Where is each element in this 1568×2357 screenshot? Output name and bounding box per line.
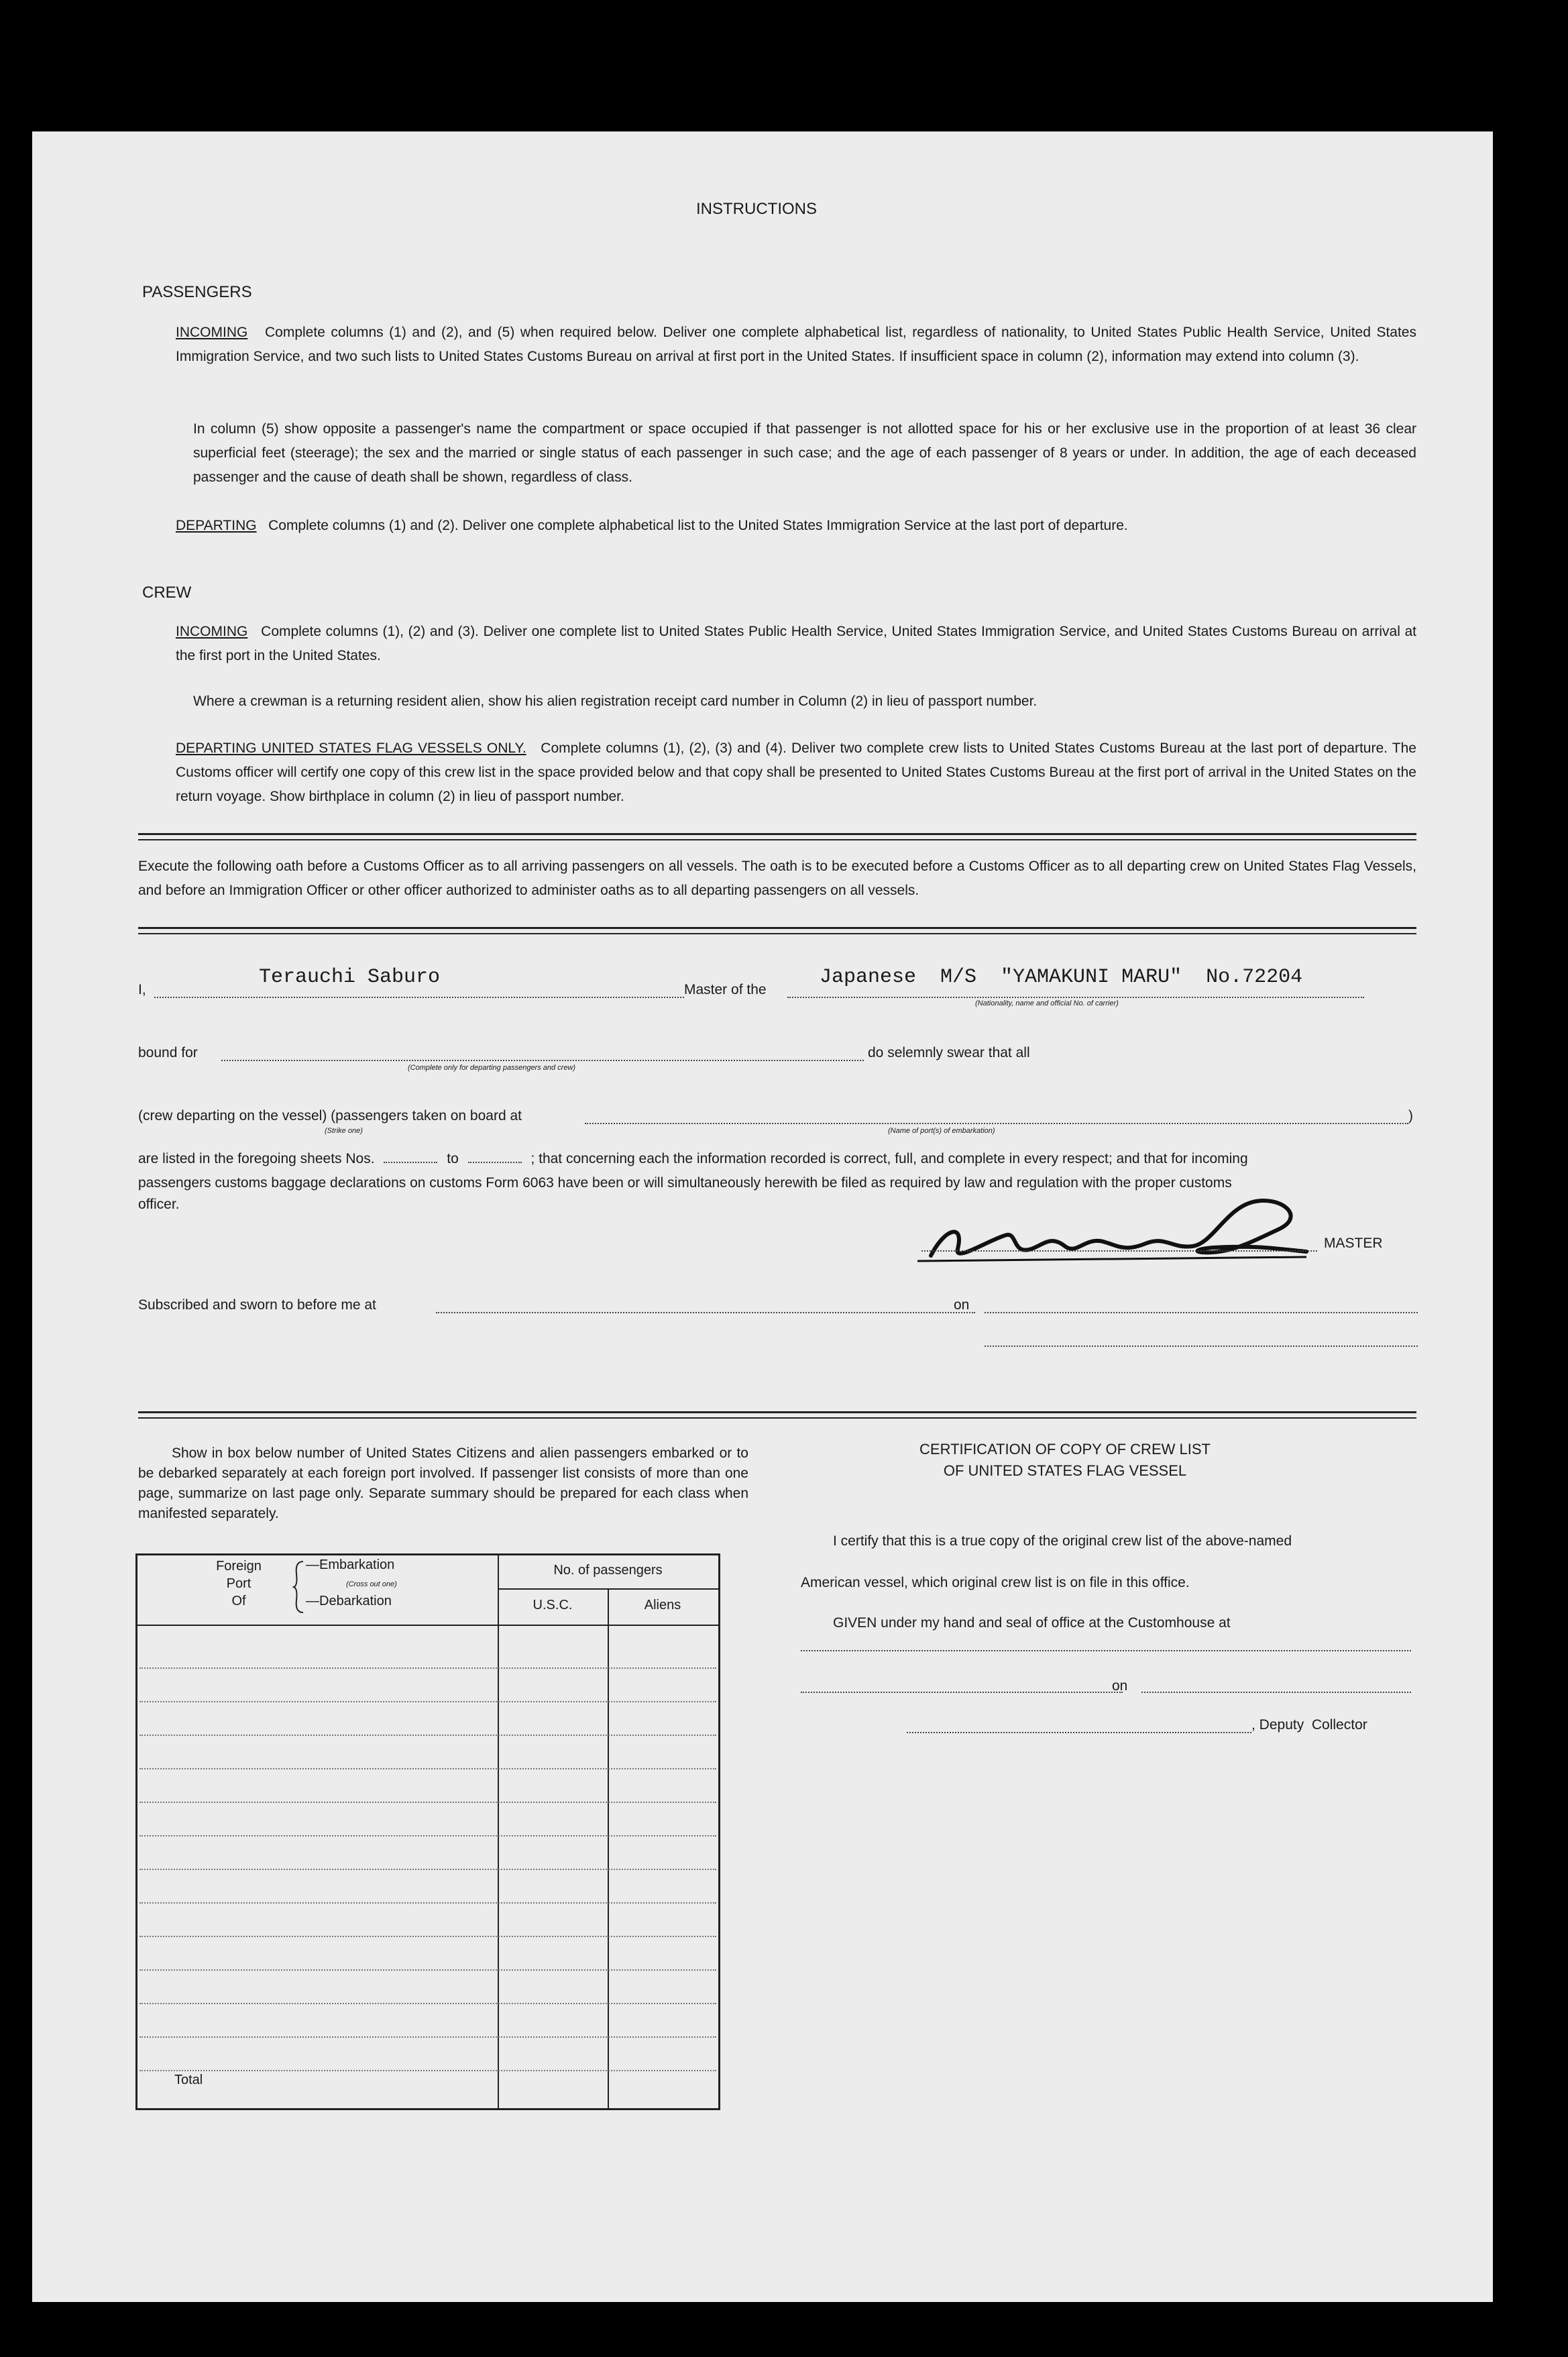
passengers-heading: PASSENGERS [142, 283, 252, 301]
master-name: Terauchi Saburo [259, 966, 441, 989]
passengers-departing [176, 514, 1416, 538]
deputy-collector-label: , Deputy Collector [1251, 1717, 1367, 1733]
master-of-label: Master of the [684, 982, 767, 997]
certification-line-2: American vessel, which original crew list is on file in this office. [801, 1575, 1190, 1590]
certification-date-line-1 [801, 1692, 1123, 1693]
master-signature-line [921, 1250, 1317, 1252]
table-row-line [139, 2036, 716, 2038]
crew-heading: CREW [142, 584, 192, 602]
bound-for-label: bound for [138, 1045, 198, 1060]
foreign-port-of-label [205, 1557, 272, 1610]
passengers-incoming-text: Complete columns (1) and (2), and (5) when required below. Deliver one complete alphabetical list, regardless of nationality, to United States Public Health Service, United States Immigration Service, and two such lists to United States Customs Bureau on arrival at first port in the United States. If insufficient space in column (2), information may extend into column (3). [176, 325, 1416, 364]
passengers-departing-text: Complete columns (1) and (2). Deliver one complete alphabetical list to the United States Immigration Service at the last port of departure. [268, 518, 1128, 533]
bound-for-line [221, 1060, 864, 1061]
embarkation-label: —Embarkation [306, 1557, 395, 1572]
master-label: MASTER [1324, 1236, 1383, 1251]
table-subheader-divider [498, 1588, 718, 1590]
sheet-to-blank [468, 1162, 522, 1163]
passenger-summary-table [135, 1553, 720, 2110]
sheet-from-blank [384, 1162, 437, 1163]
page-title: INSTRUCTIONS [696, 200, 817, 218]
bound-caption: (Complete only for departing passengers and crew) [408, 1064, 576, 1072]
vessel-name: Japanese M/S "YAMAKUNI MARU" No.72204 [820, 966, 1303, 989]
crew-incoming [176, 620, 1416, 668]
debarkation-label: —Debarkation [306, 1594, 392, 1608]
vessel-line [787, 997, 1364, 998]
usc-label: U.S.C. [533, 1598, 573, 1612]
subscribed-label: Subscribed and sworn to before me at [138, 1297, 376, 1313]
crew-departing-text: Complete columns (1), (2), (3) and (4). Deliver two complete crew lists to United States Customs Bureau at the last port of departure. The Customs officer will certify one copy of this crew list in the space provided below and that copy shall be presented to United States Customs Bureau at the first port of arrival in the United States on the return voyage. Show birthplace in column (2) in lieu of passport number. [176, 741, 1416, 804]
listed-line-1 [138, 1147, 1419, 1171]
total-label: Total [174, 2073, 203, 2087]
aliens-label: Aliens [644, 1598, 681, 1612]
form-page [32, 131, 1493, 2302]
table-row-line [139, 2070, 716, 2071]
brace-icon [292, 1560, 306, 1614]
subscribed-place-line [436, 1312, 975, 1313]
table-row-line [139, 1835, 716, 1837]
passengers-incoming [176, 321, 1416, 369]
no-of-passengers-label: No. of passengers [553, 1563, 663, 1578]
table-row-line [139, 1802, 716, 1803]
port-label: Port [226, 1576, 251, 1591]
table-row-line [139, 2003, 716, 2004]
listed-line-2: passengers customs baggage declarations on customs Form 6063 have been or will simultaneously herewith be filed as required by law and regulation with the proper customs [138, 1175, 1232, 1191]
table-col-divider-2 [608, 1588, 609, 2108]
master-name-line [154, 997, 684, 998]
vessel-caption: (Nationality, name and official No. of carrier) [975, 999, 1119, 1007]
table-row-line [139, 1735, 716, 1736]
divider-3 [138, 1411, 1416, 1419]
certification-date-line-2 [1141, 1692, 1411, 1693]
crew-departing-label: DEPARTING UNITED STATES FLAG VESSELS ONLY. [176, 741, 526, 756]
port-caption: (Name of port(s) of embarkation) [888, 1127, 995, 1135]
swear-label: do selemnly swear that all [868, 1045, 1030, 1060]
table-header-divider [135, 1625, 718, 1626]
passengers-column5-text: In column (5) show opposite a passenger's name the compartment or space occupied if that passenger is not allotted space for his or her exclusive use in the proportion of at least 36 clear superficial feet (steerage); the sex and the married or single status of each passenger in such case; and the age of each passenger of 8 years or under. In addition, the age of each deceased passenger and the cause of death shall be shown, regardless of class. [193, 421, 1416, 485]
deputy-collector-line [907, 1732, 1251, 1733]
crew-incoming-text: Complete columns (1), (2) and (3). Deliver one complete list to United States Public Health Service, United States Immigration Service, and United States Customs Bureau on arrival at the first port in the United States. [176, 624, 1416, 663]
table-row-line [139, 1936, 716, 1937]
customhouse-place-line [801, 1650, 1411, 1651]
certification-heading-1: CERTIFICATION OF COPY OF CREW LIST [919, 1441, 1211, 1458]
oath-i-label: I, [138, 982, 146, 997]
crew-returning-text: Where a crewman is a returning resident alien, show his alien registration receipt card number in Column (2) in lieu of passport number. [193, 694, 1038, 709]
cross-out-caption: (Cross out one) [346, 1580, 397, 1588]
table-row-line [139, 1902, 716, 1904]
listed-line-3: officer. [138, 1197, 180, 1212]
divider-2 [138, 927, 1416, 934]
summary-instruction: Show in box below number of United States Citizens and alien passengers embarked or to be debarked separately at each foreign port involved. If passenger list consists of more than one page, summarize on last page only. Separate summary should be prepared for each class when manifested separately. [138, 1445, 748, 1521]
master-signature [904, 1182, 1333, 1269]
table-row-line [139, 1701, 716, 1702]
strike-caption: (Strike one) [325, 1127, 363, 1135]
foreign-label: Foreign [216, 1559, 262, 1574]
subscribed-date-line [985, 1312, 1418, 1313]
subscribed-on-label: on [954, 1297, 970, 1313]
of-label: Of [231, 1594, 246, 1608]
officer-signature-line [985, 1346, 1418, 1347]
table-row-line [139, 1969, 716, 1971]
passengers-incoming-label: INCOMING [176, 325, 248, 340]
embarkation-port-line [585, 1123, 1408, 1124]
passengers-departing-label: DEPARTING [176, 518, 257, 533]
listed-to: to [447, 1151, 459, 1166]
table-row-line [139, 1869, 716, 1870]
divider-1 [138, 833, 1416, 840]
listed-prefix: are listed in the foregoing sheets Nos. [138, 1151, 375, 1166]
crew-departing [176, 736, 1416, 809]
crew-departing-label-oath: (crew departing on the vessel) (passengers taken on board at [138, 1108, 522, 1123]
certification-line-3: GIVEN under my hand and seal of office at the Customhouse at [833, 1615, 1231, 1631]
certification-heading-2: OF UNITED STATES FLAG VESSEL [943, 1462, 1187, 1479]
table-col-divider-1 [498, 1553, 499, 2108]
table-row-line [139, 1768, 716, 1769]
certification-on-label: on [1112, 1678, 1128, 1694]
close-paren: ) [1408, 1108, 1413, 1123]
table-row-line [139, 1667, 716, 1669]
oath-instruction: Execute the following oath before a Customs Officer as to all arriving passengers on all vessels. The oath is to be executed before a Customs Officer as to all departing crew on United States Flag Vessels, and before an Immigration Officer or other officer authorized to administer oaths as to all departing passengers on all vessels. [138, 859, 1416, 898]
listed-text-1: ; that concerning each the information recorded is correct, full, and complete in every respect; and that for incoming [530, 1151, 1248, 1166]
crew-incoming-label: INCOMING [176, 624, 248, 639]
certification-line-1: I certify that this is a true copy of the original crew list of the above-named [833, 1533, 1292, 1549]
